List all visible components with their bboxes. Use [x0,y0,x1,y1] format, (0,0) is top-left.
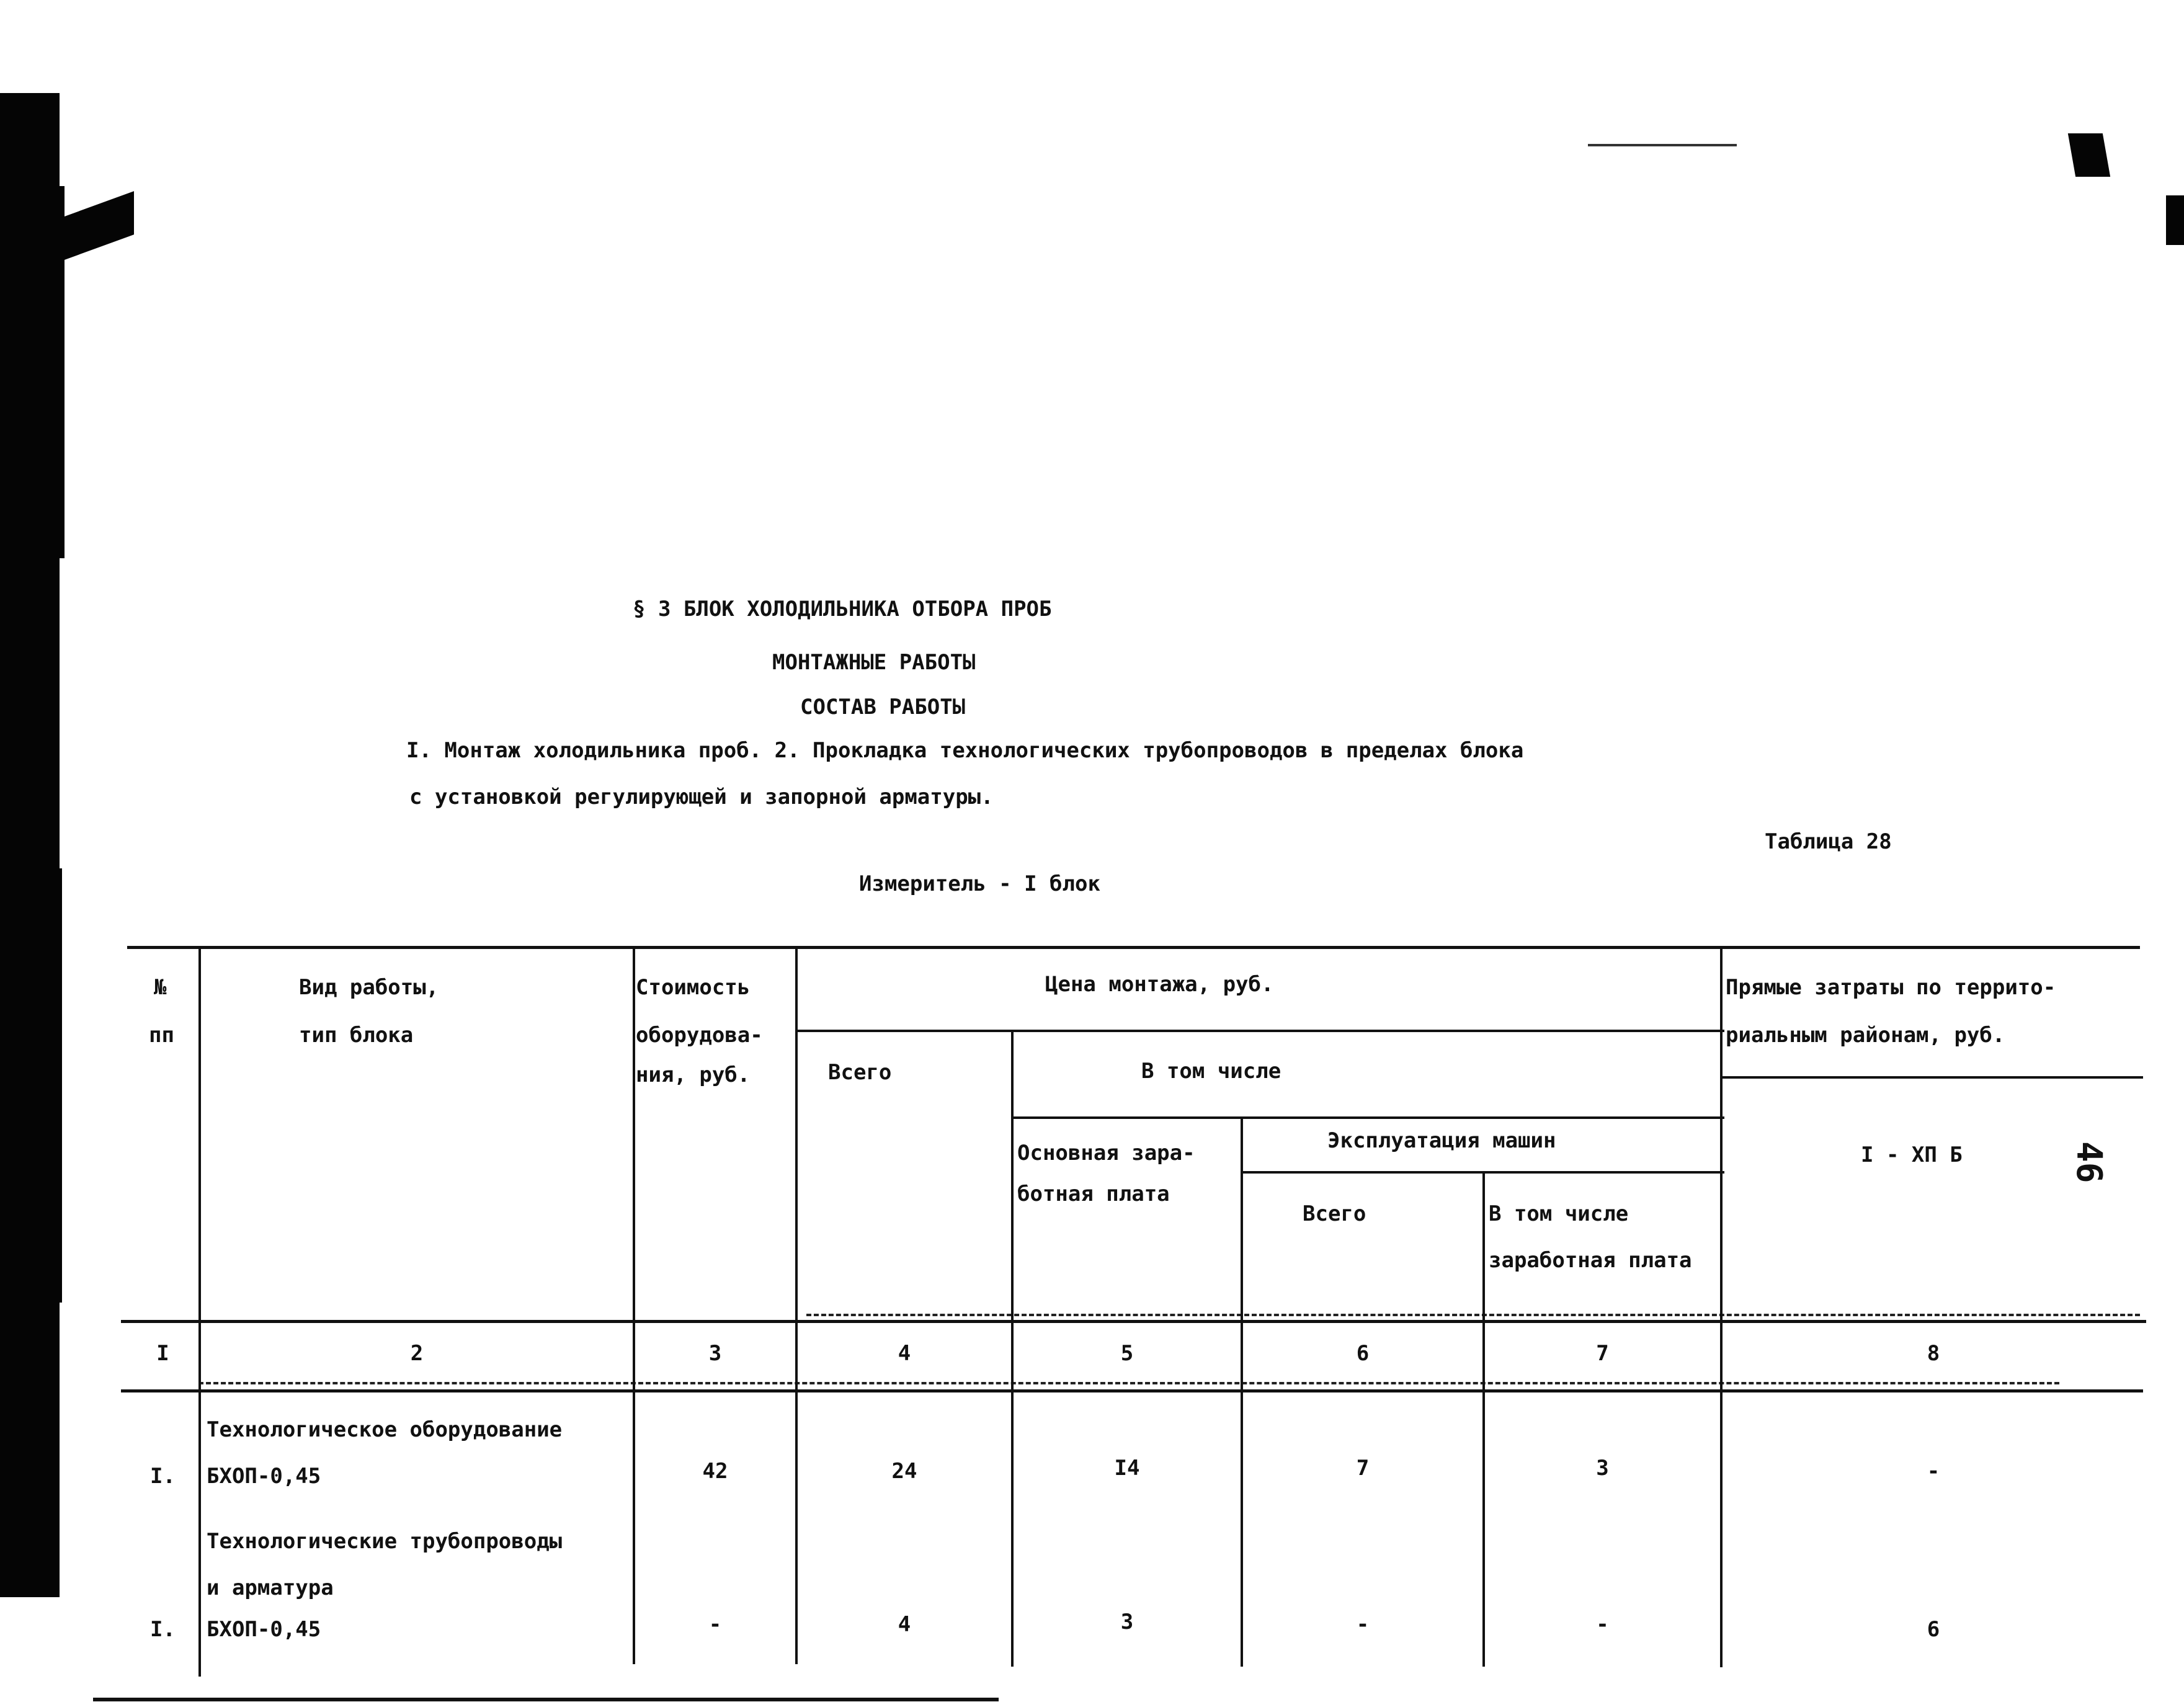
header-machine-operation: Эксплуатация машин [1327,1128,1556,1153]
row1-equipment-cost: 42 [702,1459,728,1484]
header-block-type: тип блока [299,1023,414,1048]
header-equipment-cost: ния, руб. [636,1063,751,1087]
header-equipment-cost: Стоимость [636,975,751,1000]
row2-equipment-cost: - [708,1612,722,1637]
row2-base-wage: 3 [1120,1610,1134,1634]
scan-corner-mark [2068,133,2110,177]
scan-edge-shadow [56,868,62,1303]
row1-work-name: Технологическое оборудование [207,1417,563,1442]
table-line [797,1030,1724,1032]
scan-edge-shadow [0,93,60,1597]
header-region: I - ХП Б [1861,1143,1963,1167]
row2-block-type: БХОП-0,45 [207,1617,321,1642]
header-direct-costs: риальным районам, руб. [1726,1023,2005,1048]
scan-edge-notch [60,191,134,262]
table-dashed-line [806,1314,2140,1316]
col-number: 3 [708,1341,722,1366]
scan-corner-mark [2166,195,2184,245]
row1-base-wage: I4 [1114,1456,1140,1481]
work-description-line2: с установкой регулирующей и запорной арматуры. [409,785,994,809]
table-column-line [1720,948,1723,1667]
header-num-pp: пп [149,1023,174,1048]
section-title: § 3 БЛОК ХОЛОДИЛЬНИКА ОТБОРА ПРОБ [633,597,1052,622]
subtitle-installation: МОНТАЖНЫЕ РАБОТЫ [772,650,976,675]
header-including: В том числе [1141,1059,1281,1084]
table-top-border [127,946,2140,949]
subtitle-composition: СОСТАВ РАБОТЫ [800,695,966,720]
header-work-type: Вид работы, [299,975,439,1000]
row2-machine-wage: - [1596,1612,1609,1637]
table-column-line [1241,1118,1243,1667]
table-line [121,1389,2143,1392]
table-number: Таблица 28 [1765,829,1892,854]
col-number: 5 [1120,1341,1134,1366]
table-column-line [1482,1172,1485,1667]
col-number: 2 [410,1341,424,1366]
row2-direct-costs: 6 [1927,1617,1940,1642]
header-equipment-cost: оборудова- [636,1023,763,1048]
col-number: 6 [1356,1341,1370,1366]
header-machine-total: Всего [1303,1201,1366,1226]
row2-machine-total: - [1356,1612,1370,1637]
work-description-line1: I. Монтаж холодильника проб. 2. Прокладка технологических трубопроводов в пределах блока [406,738,1524,763]
header-direct-costs: Прямые затраты по террито- [1726,975,2056,1000]
row2-price-total: 4 [898,1612,911,1637]
col-number: 8 [1927,1341,1940,1366]
row1-price-total: 24 [891,1459,917,1484]
row2-work-name: Технологические трубопроводы [207,1529,563,1554]
row2-work-name: и арматура [207,1575,334,1600]
header-base-wage: Основная зара- [1017,1141,1195,1165]
page-number: 46 [2069,1141,2109,1183]
row1-direct-costs: - [1927,1459,1940,1484]
row1-block-type: БХОП-0,45 [207,1464,321,1489]
meter-unit: Измеритель - I блок [859,871,1100,896]
table-column-line [198,948,201,1677]
table-column-line [633,948,635,1664]
table-dashed-line [198,1382,2059,1384]
page-bottom-rule [93,1698,999,1701]
header-price-total: Всего [828,1060,892,1085]
header-base-wage: ботная плата [1017,1182,1170,1206]
header-num-symbol: № [154,975,167,1000]
row1-machine-wage: 3 [1596,1456,1609,1481]
row1-machine-total: 7 [1356,1456,1370,1481]
header-machine-wage: заработная плата [1489,1248,1692,1273]
row2-num: I. [150,1617,176,1642]
header-machine-wage: В том числе [1489,1201,1629,1226]
col-number: 7 [1596,1341,1609,1366]
header-bottom-border [121,1320,2146,1323]
row1-num: I. [150,1464,176,1489]
scan-stray-line [1588,144,1737,146]
table-line [1721,1076,2143,1079]
header-installation-price: Цена монтажа, руб. [1045,972,1274,997]
col-number: I [156,1341,169,1366]
col-number: 4 [898,1341,911,1366]
table-column-line [795,948,798,1664]
